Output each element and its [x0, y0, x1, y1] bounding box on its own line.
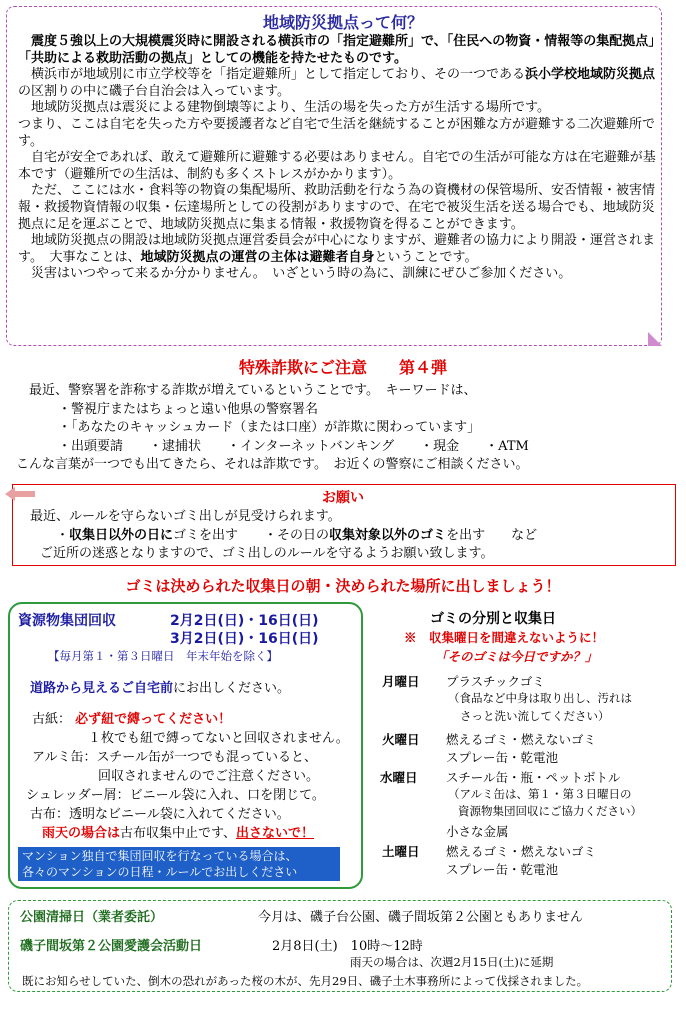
monday-note: さっと洗い流してください） [460, 709, 610, 723]
cloth-rule: 古布：透明なビニール袋に入れてください。 [30, 807, 290, 822]
recycle-date-2: 3月2日(日)・16日(日) [170, 631, 319, 647]
park-assoc-date: 2月8日(土) 10時～12時 [272, 939, 423, 954]
day-saturday: 土曜日 [382, 844, 420, 859]
recycle-schedule-note: 【毎月第１・第３日曜日 年末年始を除く】 [48, 649, 278, 663]
fraud-keyword: ・「あなたのキャッシュカード（または口座）が詐欺に関わっています」 [58, 420, 481, 435]
paper-note: １枚でも紐で縛ってないと回収されません。 [88, 731, 349, 746]
tuesday-item: 燃えるゴミ・燃えないゴミ [446, 732, 597, 747]
shred-rule: シュレッダー屑：ビニール袋に入れ、口を閉じて。 [26, 788, 325, 803]
day-tuesday: 火曜日 [382, 732, 420, 747]
garbage-banner: ゴミは決められた収集日の朝・決められた場所に出しましょう！ [125, 577, 561, 595]
para-4: つまり、ここは自宅を失った方や要援護者など自宅で生活を継続することが困難な方が避難する二次避難所です。 [18, 116, 656, 149]
para-6: ただ、ここには水・食料等の物資の集配場所、救助活動を行なう為の資機材の保管場所、安否情報・被害情報・救援物資情報の収集・伝達場所としての役割がありますので、在宅で被災生活を送る場合でも、地域防災拠点に足を運ぶことで、地域防災拠点に集まる情報・救援物資を得ることができます。 [18, 183, 656, 232]
day-monday: 月曜日 [382, 674, 420, 689]
wednesday-note: 資源物集団回収にご協力ください） [458, 804, 642, 818]
schedule-title: ゴミの分別と収集日 [430, 611, 556, 627]
disaster-title: 地域防災拠点って何？ [262, 13, 423, 32]
wednesday-note: （アルミ缶は、第１・第３日曜日の [448, 787, 632, 801]
request-line: ご近所の迷惑となりますので、ゴミ出しのルールを守るようお願い致します。 [40, 546, 494, 561]
wednesday-item: 小さな金属 [446, 824, 509, 839]
request-title: お願い [322, 490, 364, 506]
rain-rule: 雨天の場合は古布収集中止です、出さないで！ [42, 826, 314, 841]
saturday-item: スプレー缶・乾電池 [446, 862, 559, 877]
paper-rule: 古紙： 必ず紐で縛ってください！ [32, 712, 232, 727]
saturday-item: 燃えるゴミ・燃えないゴミ [446, 844, 597, 859]
park-cleaning-title: 公園清掃日（業者委託） [20, 910, 164, 925]
can-rule: アルミ缶：スチール缶が一つでも混っていると、 [32, 750, 317, 765]
fraud-intro: 最近、警察署を詐称する詐欺が増えているということです。 キーワードは、 [29, 383, 477, 398]
mansion-note: マンション独自で集団回収を行なっている場合は、 各々のマンションの日程・ルールでお出しください [18, 847, 340, 881]
fraud-keyword: ・出頭要請 ・逮捕状 ・インターネットバンキング ・現金 ・ATM [58, 438, 529, 454]
park-rain-note: 雨天の場合は、次週2月15日(土)に延期 [350, 955, 554, 969]
wednesday-item: スチール缶・瓶・ペットボトル [446, 770, 621, 785]
recycle-place: 道路から見えるご自宅前にお出しください。 [30, 681, 291, 696]
fraud-title: 特殊詐欺にご注意 第４弾 [238, 358, 447, 377]
para-7: 地域防災拠点の開設は地域防災拠点運営委員会が中心になりますが、避難者の協力により開設・運営されます。 大事なことは、地域防災拠点の運営の主体は避難者自身ということです。 [18, 233, 656, 265]
request-line: ・収集日以外の日にゴミを出す ・その日の収集対象以外のゴミを出す など [56, 527, 538, 543]
page-curl-decoration [648, 332, 662, 346]
monday-item: プラスチックゴミ [446, 674, 545, 689]
fraud-outro: こんな言葉が一つでも出てきたら、それは詐欺です。 お近くの警察にご相談ください。 [16, 457, 529, 472]
para-2: 横浜市が地域別に市立学校等を「指定避難所」として指定しており、その一つである浜小学校地域防災拠点の区割りの中に磯子台自治会は入っています。 [18, 67, 656, 99]
request-body [30, 508, 670, 564]
schedule-question: 「そのゴミは今日ですか？」 [435, 649, 598, 664]
disaster-body [18, 34, 658, 283]
para-5: 自宅が安全であれば、敢えて避難所に避難する必要はありません。自宅での生活が可能な方は在宅避難が基本です（避難所での生活は、制約も多くストレスがかかります）。 [18, 150, 656, 182]
can-note: 回収されませんのでご注意ください。 [98, 769, 320, 784]
request-line: 最近、ルールを守らないゴミ出しが見受けられます。 [30, 509, 341, 524]
para-1: 震度５強以上の大規模震災時に開設される横浜市の「指定避難所」で、「住民への物資・情報等の集配拠点」「共助による救助活動の拠点」としての機能を持たせたものです。 [18, 34, 655, 66]
park-assoc-title: 磯子間坂第２公園愛護会活動日 [20, 939, 203, 954]
tuesday-item: スプレー缶・乾電池 [446, 750, 559, 765]
fraud-body [16, 382, 676, 475]
schedule-warning: ※ 収集曜日を間違えないように！ [404, 630, 605, 645]
park-cleaning-text: 今月は、磯子台公園、磯子間坂第２公園ともありません [258, 910, 584, 925]
recycle-title: 資源物集団回収 [18, 613, 116, 629]
fraud-keyword: ・警視庁またはちょっと遠い他県の警察署名 [58, 401, 319, 417]
para-8: 災害はいつやって来るか分かりません。 いざという時の為に、訓練にぜひご参加ください。 [31, 266, 572, 282]
monday-note: （食品など中身は取り出し、汚れは [448, 691, 632, 705]
recycle-date-1: 2月2日(日)・16日(日) [170, 613, 319, 629]
day-wednesday: 水曜日 [380, 770, 418, 785]
para-3: 地域防災拠点は震災による建物倒壊等により、生活の場を失った方が生活する場所です。 [31, 100, 550, 116]
tree-notice: 既にお知らせしていた、倒木の恐れがあった桜の木が、先月29日、磯子土木事務所によって伐採されました。 [22, 974, 589, 988]
